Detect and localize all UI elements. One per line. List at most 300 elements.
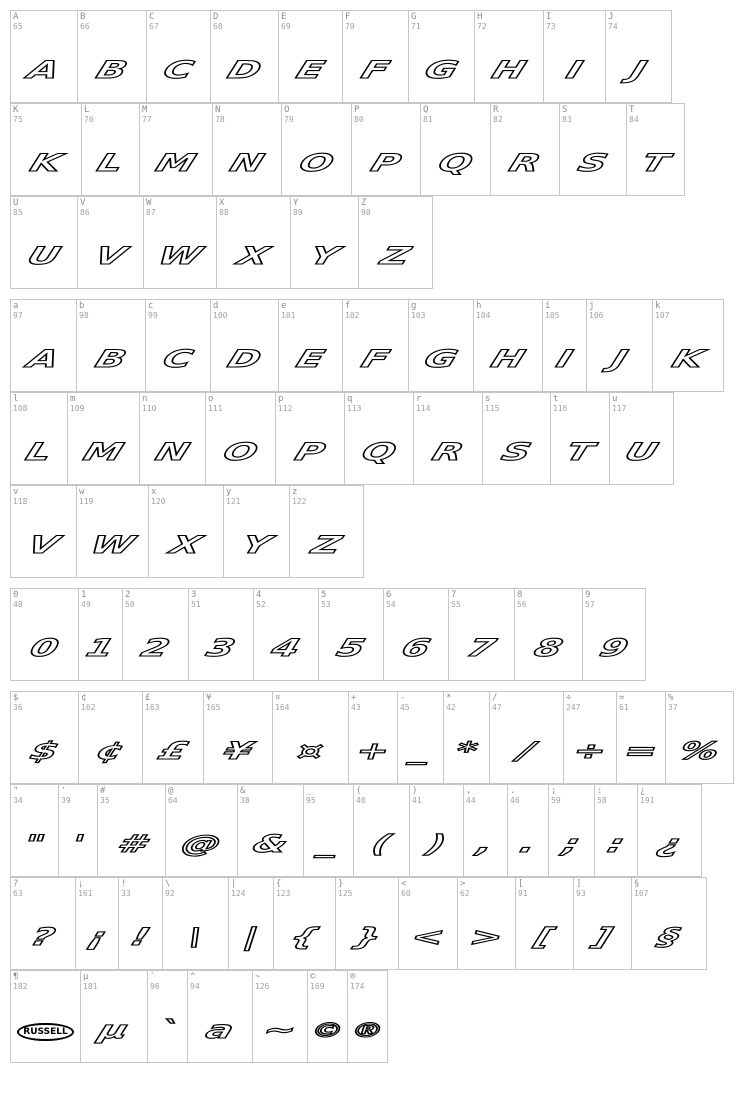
cell-code: 50 xyxy=(125,600,135,609)
cell-char: % xyxy=(668,693,674,703)
cell-char: ¢ xyxy=(81,693,87,703)
cell-code: 115 xyxy=(485,404,500,413)
glyph-sample: ® xyxy=(347,1018,388,1042)
cell-char: l xyxy=(13,394,19,404)
cell-code: 181 xyxy=(83,982,98,991)
cell-code: 58 xyxy=(597,796,607,805)
glyph-sample: | xyxy=(239,923,263,951)
glyph-sample: ¡ xyxy=(83,923,111,951)
cell-code: 38 xyxy=(240,796,250,805)
glyph-cell xyxy=(665,691,734,784)
cell-char: . xyxy=(510,786,516,796)
glyph-sample: T xyxy=(562,438,598,466)
glyph-sample: T xyxy=(637,149,674,177)
cell-code: 33 xyxy=(121,889,131,898)
glyph-cell xyxy=(605,10,672,103)
glyph-cell xyxy=(10,877,76,970)
glyph-sample: \ xyxy=(183,923,208,951)
cell-char: # xyxy=(100,786,106,796)
cell-char: F xyxy=(345,12,351,22)
cell-code: 167 xyxy=(634,889,649,898)
cell-char: * xyxy=(446,693,452,703)
glyph-sample: < xyxy=(407,923,449,951)
cell-code: 162 xyxy=(81,703,96,712)
cell-code: 78 xyxy=(215,115,225,124)
glyph-sample: S xyxy=(574,149,612,177)
cell-char: & xyxy=(240,786,246,796)
cell-code: 99 xyxy=(148,311,158,320)
cell-char: O xyxy=(284,105,290,115)
cell-code: 191 xyxy=(640,796,655,805)
cell-char: Z xyxy=(361,198,367,208)
cell-code: 51 xyxy=(191,600,201,609)
cell-code: 100 xyxy=(213,311,228,320)
cell-code: 98 xyxy=(79,311,89,320)
cell-char: ! xyxy=(121,879,127,889)
cell-code: 41 xyxy=(412,796,422,805)
cell-char: ^ xyxy=(190,972,196,982)
cell-code: 88 xyxy=(219,208,229,217)
glyph-sample: = xyxy=(620,737,662,765)
glyph-sample: ' xyxy=(67,830,89,858)
cell-char: e xyxy=(281,301,287,311)
cell-char: $ xyxy=(13,693,19,703)
cell-char: H xyxy=(477,12,483,22)
cell-char: = xyxy=(619,693,625,703)
glyph-sample: } xyxy=(348,923,386,951)
cell-code: 87 xyxy=(146,208,156,217)
cell-code: 107 xyxy=(655,311,670,320)
cell-code: 169 xyxy=(310,982,325,991)
glyph-sample: 9 xyxy=(596,634,632,662)
glyph-sample: U xyxy=(621,438,662,466)
cell-code: 109 xyxy=(70,404,85,413)
glyph-sample: 1 xyxy=(82,634,119,662)
glyph-sample: ] xyxy=(589,923,616,951)
cell-char: h xyxy=(476,301,482,311)
cell-code: 70 xyxy=(345,22,355,31)
cell-code: 182 xyxy=(13,982,28,991)
cell-code: 42 xyxy=(446,703,456,712)
glyph-cell xyxy=(80,970,148,1063)
cell-char: i xyxy=(545,301,551,311)
glyph-cell xyxy=(582,588,646,681)
glyph-sample: ; xyxy=(559,830,584,858)
glyph-cell xyxy=(609,392,674,485)
cell-char: 3 xyxy=(191,590,197,600)
glyph-sample: [ xyxy=(531,923,558,951)
cell-code: 68 xyxy=(213,22,223,31)
cell-code: 247 xyxy=(566,703,581,712)
cell-char: u xyxy=(612,394,618,404)
glyph-sample: $ xyxy=(26,737,63,765)
cell-char: c xyxy=(148,301,154,311)
glyph-cell xyxy=(631,877,707,970)
cell-char: ¶ xyxy=(13,972,19,982)
cell-char: ? xyxy=(13,879,19,889)
glyph-sample: P xyxy=(367,149,405,177)
glyph-sample: § xyxy=(654,923,684,951)
glyph-sample: % xyxy=(675,737,724,765)
glyph-sample: L xyxy=(93,149,128,177)
cell-code: 73 xyxy=(546,22,556,31)
logo-ring: RUSSELL xyxy=(17,1023,73,1041)
cell-code: 43 xyxy=(351,703,361,712)
glyph-sample: 2 xyxy=(137,634,174,662)
cell-char: + xyxy=(351,693,357,703)
cell-char: m xyxy=(70,394,76,404)
cell-code: 84 xyxy=(629,115,639,124)
cell-code: 49 xyxy=(81,600,91,609)
cell-char: z xyxy=(292,487,298,497)
cell-code: 82 xyxy=(493,115,503,124)
cell-code: 56 xyxy=(517,600,527,609)
cell-code: 34 xyxy=(13,796,23,805)
glyph-cell xyxy=(289,485,364,578)
cell-char: M xyxy=(142,105,148,115)
cell-code: 66 xyxy=(80,22,90,31)
cell-char: X xyxy=(219,198,225,208)
glyph-sample: a xyxy=(202,1016,238,1044)
cell-char: K xyxy=(13,105,19,115)
cell-code: 63 xyxy=(13,889,23,898)
cell-code: 125 xyxy=(338,889,353,898)
glyph-sample: N xyxy=(226,149,268,177)
cell-code: 124 xyxy=(231,889,246,898)
glyph-sample: B xyxy=(92,56,132,84)
cell-code: 74 xyxy=(608,22,618,31)
cell-char: k xyxy=(655,301,661,311)
glyph-sample: £ xyxy=(155,737,191,765)
cell-char: 5 xyxy=(321,590,327,600)
cell-code: 85 xyxy=(13,208,23,217)
glyph-sample: Z xyxy=(308,531,345,559)
glyph-sample: X xyxy=(234,242,273,270)
cell-code: 39 xyxy=(61,796,71,805)
cell-char: } xyxy=(338,879,344,889)
glyph-sample: I xyxy=(562,56,587,84)
cell-code: 108 xyxy=(13,404,28,413)
glyph-sample: O xyxy=(219,438,262,466)
cell-char: j xyxy=(589,301,595,311)
glyph-sample: I xyxy=(552,345,577,373)
cell-code: 102 xyxy=(345,311,360,320)
glyph-sample: X xyxy=(166,531,206,559)
cell-code: 45 xyxy=(400,703,410,712)
glyph-sample: F xyxy=(357,345,394,373)
cell-code: 57 xyxy=(585,600,595,609)
cell-char: S xyxy=(562,105,568,115)
cell-code: 94 xyxy=(190,982,200,991)
cell-char: @ xyxy=(168,786,174,796)
cell-code: 61 xyxy=(619,703,629,712)
cell-char: ` xyxy=(150,972,156,982)
cell-char: 7 xyxy=(451,590,457,600)
glyph-sample: : xyxy=(603,830,629,858)
glyph-sample: W xyxy=(154,242,206,270)
glyph-sample: 0 xyxy=(26,634,63,662)
cell-char: J xyxy=(608,12,614,22)
cell-code: 69 xyxy=(281,22,291,31)
cell-char: 2 xyxy=(125,590,131,600)
cell-char: ) xyxy=(412,786,418,796)
cell-char: P xyxy=(354,105,360,115)
cell-code: 79 xyxy=(284,115,294,124)
cell-char: E xyxy=(281,12,287,22)
cell-char: § xyxy=(634,879,640,889)
cell-char: ¥ xyxy=(206,693,212,703)
cell-code: 81 xyxy=(423,115,433,124)
glyph-sample: E xyxy=(292,56,329,84)
cell-code: 59 xyxy=(551,796,561,805)
glyph-sample: G xyxy=(421,56,462,84)
glyph-sample: © xyxy=(307,1018,348,1042)
glyph-sample: E xyxy=(292,345,329,373)
cell-char: v xyxy=(13,487,19,497)
cell-char: > xyxy=(460,879,466,889)
cell-code: 54 xyxy=(386,600,396,609)
cell-code: 92 xyxy=(165,889,175,898)
glyph-sample: > xyxy=(465,923,508,951)
cell-code: 64 xyxy=(168,796,178,805)
glyph-sample: R xyxy=(505,149,545,177)
glyph-sample: " xyxy=(19,830,50,858)
cell-code: 80 xyxy=(354,115,364,124)
cell-code: 48 xyxy=(13,600,23,609)
cell-code: 165 xyxy=(206,703,221,712)
cell-code: 86 xyxy=(80,208,90,217)
cell-char: < xyxy=(401,879,407,889)
cell-code: 117 xyxy=(612,404,627,413)
glyph-sample: V xyxy=(24,531,63,559)
cell-char: w xyxy=(79,487,85,497)
cell-char: © xyxy=(310,972,316,982)
glyph-sample: D xyxy=(224,345,265,373)
glyph-sample: M xyxy=(152,149,200,177)
glyph-sample: 4 xyxy=(268,634,304,662)
cell-char: f xyxy=(345,301,351,311)
cell-code: 163 xyxy=(145,703,160,712)
glyph-sample: 3 xyxy=(203,634,239,662)
glyph-sample: A xyxy=(24,345,63,373)
cell-code: 40 xyxy=(356,796,366,805)
cell-char: [ xyxy=(518,879,524,889)
cell-code: 65 xyxy=(13,22,23,31)
cell-char: | xyxy=(231,879,237,889)
glyph-sample: # xyxy=(113,830,150,858)
cell-char: T xyxy=(629,105,635,115)
cell-char: b xyxy=(79,301,85,311)
cell-code: 76 xyxy=(84,115,94,124)
cell-code: 67 xyxy=(149,22,159,31)
cell-char: ® xyxy=(350,972,356,982)
glyph-cell xyxy=(652,299,724,392)
cell-char: L xyxy=(84,105,90,115)
cell-code: 119 xyxy=(79,497,94,506)
cell-char: g xyxy=(411,301,417,311)
cell-char: ¤ xyxy=(275,693,281,703)
cell-char: o xyxy=(208,394,214,404)
cell-char: : xyxy=(597,786,603,796)
glyph-sample: J xyxy=(626,56,651,84)
cell-code: 93 xyxy=(576,889,586,898)
cell-code: 97 xyxy=(13,311,23,320)
glyph-cell xyxy=(272,691,349,784)
cell-char: ¡ xyxy=(78,879,84,889)
cell-code: 62 xyxy=(460,889,470,898)
cell-char: D xyxy=(213,12,219,22)
glyph-sample: H xyxy=(488,56,530,84)
glyph-sample: . xyxy=(516,830,540,858)
cell-code: 36 xyxy=(13,703,23,712)
glyph-sample: K xyxy=(668,345,708,373)
cell-char: t xyxy=(553,394,559,404)
cell-code: 72 xyxy=(477,22,487,31)
glyph-sample: C xyxy=(159,56,198,84)
glyph-cell xyxy=(637,784,702,877)
glyph-sample: D xyxy=(224,56,265,84)
glyph-sample: * xyxy=(451,737,482,765)
glyph-sample: 6 xyxy=(398,634,434,662)
cell-char: n xyxy=(142,394,148,404)
cell-code: 110 xyxy=(142,404,157,413)
cell-char: 1 xyxy=(81,590,87,600)
cell-char: N xyxy=(215,105,221,115)
cell-char: { xyxy=(276,879,282,889)
cell-char: " xyxy=(13,786,19,796)
glyph-cell xyxy=(358,196,433,289)
glyph-sample: ¿ xyxy=(653,830,686,858)
cell-code: 123 xyxy=(276,889,291,898)
glyph-sample: L xyxy=(22,438,56,466)
cell-char: U xyxy=(13,198,19,208)
cell-char: p xyxy=(278,394,284,404)
cell-char: s xyxy=(485,394,491,404)
cell-code: 75 xyxy=(13,115,23,124)
glyph-sample: F xyxy=(357,56,394,84)
cell-code: 164 xyxy=(275,703,290,712)
cell-code: 118 xyxy=(13,497,28,506)
glyph-sample: ¤ xyxy=(293,737,328,765)
cell-char: ÷ xyxy=(566,693,572,703)
cell-code: 113 xyxy=(347,404,362,413)
glyph-sample: R xyxy=(428,438,468,466)
glyph-cell xyxy=(347,970,388,1063)
cell-code: 105 xyxy=(545,311,560,320)
glyph-sample: Y xyxy=(306,242,343,270)
cell-char: Q xyxy=(423,105,429,115)
glyph-sample: S xyxy=(498,438,535,466)
glyph-sample: 7 xyxy=(463,634,500,662)
cell-code: 35 xyxy=(100,796,110,805)
cell-char: - xyxy=(400,693,406,703)
glyph-sample: G xyxy=(420,345,462,373)
cell-code: 174 xyxy=(350,982,365,991)
cell-char: A xyxy=(13,12,19,22)
cell-char: \ xyxy=(165,879,171,889)
cell-code: 83 xyxy=(562,115,572,124)
glyph-sample: & xyxy=(249,830,292,858)
cell-code: 103 xyxy=(411,311,426,320)
glyph-sample: _ xyxy=(406,737,435,765)
cell-code: 52 xyxy=(256,600,266,609)
glyph-sample: µ xyxy=(95,1016,133,1044)
cell-char: G xyxy=(411,12,417,22)
cell-char: C xyxy=(149,12,155,22)
glyph-sample: ( xyxy=(368,830,395,858)
cell-code: 112 xyxy=(278,404,293,413)
glyph-sample: Z xyxy=(377,242,414,270)
glyph-sample: B xyxy=(91,345,131,373)
cell-char: q xyxy=(347,394,353,404)
cell-code: 90 xyxy=(361,208,371,217)
glyph-sample: ¢ xyxy=(92,737,129,765)
cell-char: £ xyxy=(145,693,151,703)
cell-char: a xyxy=(13,301,19,311)
cell-code: 116 xyxy=(553,404,568,413)
cell-code: 55 xyxy=(451,600,461,609)
cell-char: ] xyxy=(576,879,582,889)
glyph-sample: Q xyxy=(434,149,477,177)
cell-char: W xyxy=(146,198,152,208)
glyph-sample: W xyxy=(86,531,139,559)
cell-char: / xyxy=(492,693,498,703)
cell-char: ' xyxy=(61,786,67,796)
cell-code: 101 xyxy=(281,311,296,320)
cell-code: 95 xyxy=(306,796,316,805)
cell-code: 71 xyxy=(411,22,421,31)
glyph-sample: K xyxy=(26,149,66,177)
cell-code: 121 xyxy=(226,497,241,506)
cell-char: 4 xyxy=(256,590,262,600)
cell-char: 0 xyxy=(13,590,19,600)
glyph-cell xyxy=(626,103,685,196)
glyph-sample: ~ xyxy=(259,1016,301,1044)
glyph-sample: Y xyxy=(238,531,275,559)
glyph-sample: { xyxy=(286,923,323,951)
glyph-cell xyxy=(473,299,543,392)
glyph-sample: O xyxy=(295,149,338,177)
cell-char: x xyxy=(151,487,157,497)
glyph-sample: J xyxy=(607,345,632,373)
cell-code: 91 xyxy=(518,889,528,898)
glyph-sample: / xyxy=(514,737,539,765)
glyph-sample: ÷ xyxy=(569,737,611,765)
glyph-sample: ? xyxy=(27,923,59,951)
cell-code: 47 xyxy=(492,703,502,712)
cell-char: I xyxy=(546,12,552,22)
glyph-sample: C xyxy=(159,345,197,373)
glyph-sample: U xyxy=(23,242,65,270)
cell-code: 161 xyxy=(78,889,93,898)
glyph-sample: P xyxy=(291,438,329,466)
cell-code: 53 xyxy=(321,600,331,609)
cell-char: _ xyxy=(306,786,312,796)
cell-code: 111 xyxy=(208,404,223,413)
glyph-sample: ! xyxy=(127,923,154,951)
glyph-sample: _ xyxy=(314,830,343,858)
glyph-sample: M xyxy=(79,438,128,466)
cell-code: 104 xyxy=(476,311,491,320)
cell-char: , xyxy=(466,786,472,796)
cell-char: µ xyxy=(83,972,89,982)
cell-code: 46 xyxy=(510,796,520,805)
glyph-sample: H xyxy=(487,345,529,373)
cell-char: 6 xyxy=(386,590,392,600)
cell-code: 77 xyxy=(142,115,152,124)
glyph-sample: , xyxy=(473,830,498,858)
glyph-sample: A xyxy=(24,56,64,84)
